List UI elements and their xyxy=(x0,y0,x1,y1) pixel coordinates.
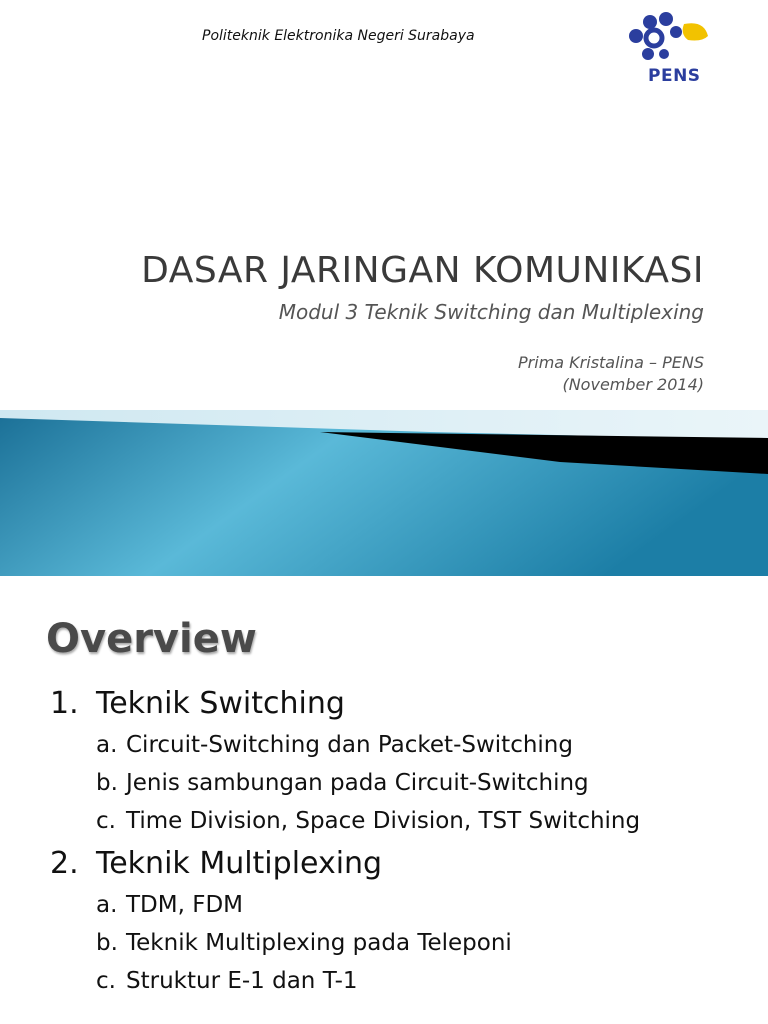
presentation-date: (November 2014) xyxy=(562,375,704,394)
sub-item-text: TDM, FDM xyxy=(126,892,244,918)
overview-list xyxy=(50,684,750,1004)
sub-item-letter: a. xyxy=(96,892,118,918)
presentation-title: DASAR JARINGAN KOMUNIKASI xyxy=(141,250,704,291)
list-item xyxy=(50,844,750,884)
sub-item-text: Jenis sambungan pada Circuit-Switching xyxy=(126,770,589,796)
sub-list-item xyxy=(96,966,750,996)
overview-title: Overview xyxy=(46,616,257,662)
institution-name: Politeknik Elektronika Negeri Surabaya xyxy=(202,28,475,44)
overview-slide xyxy=(0,576,768,1024)
item-label: Teknik Switching xyxy=(96,686,345,721)
sub-item-letter: b. xyxy=(96,770,118,796)
item-number: 1. xyxy=(50,686,79,721)
decorative-band xyxy=(0,410,768,576)
sub-item-text: Struktur E-1 dan T-1 xyxy=(126,968,358,994)
sub-list-item xyxy=(96,806,750,836)
item-number: 2. xyxy=(50,846,79,881)
presentation-subtitle: Modul 3 Teknik Switching dan Multiplexing xyxy=(278,300,704,324)
list-item xyxy=(50,684,750,724)
sub-item-letter: b. xyxy=(96,930,118,956)
logo-text: PENS xyxy=(648,66,701,86)
author-name: Prima Kristalina – PENS xyxy=(518,353,704,372)
item-label: Teknik Multiplexing xyxy=(96,846,383,881)
sub-item-text: Circuit-Switching dan Packet-Switching xyxy=(126,732,573,758)
sub-item-text: Teknik Multiplexing pada Teleponi xyxy=(126,930,512,956)
sub-list-item xyxy=(96,928,750,958)
author-block xyxy=(518,352,704,396)
sub-item-letter: c. xyxy=(96,808,116,834)
sub-list-item xyxy=(96,890,750,920)
sub-list-item xyxy=(96,768,750,798)
sub-item-letter: c. xyxy=(96,968,116,994)
sub-list-item xyxy=(96,730,750,760)
sub-item-text: Time Division, Space Division, TST Switching xyxy=(126,808,641,834)
sub-item-letter: a. xyxy=(96,732,118,758)
